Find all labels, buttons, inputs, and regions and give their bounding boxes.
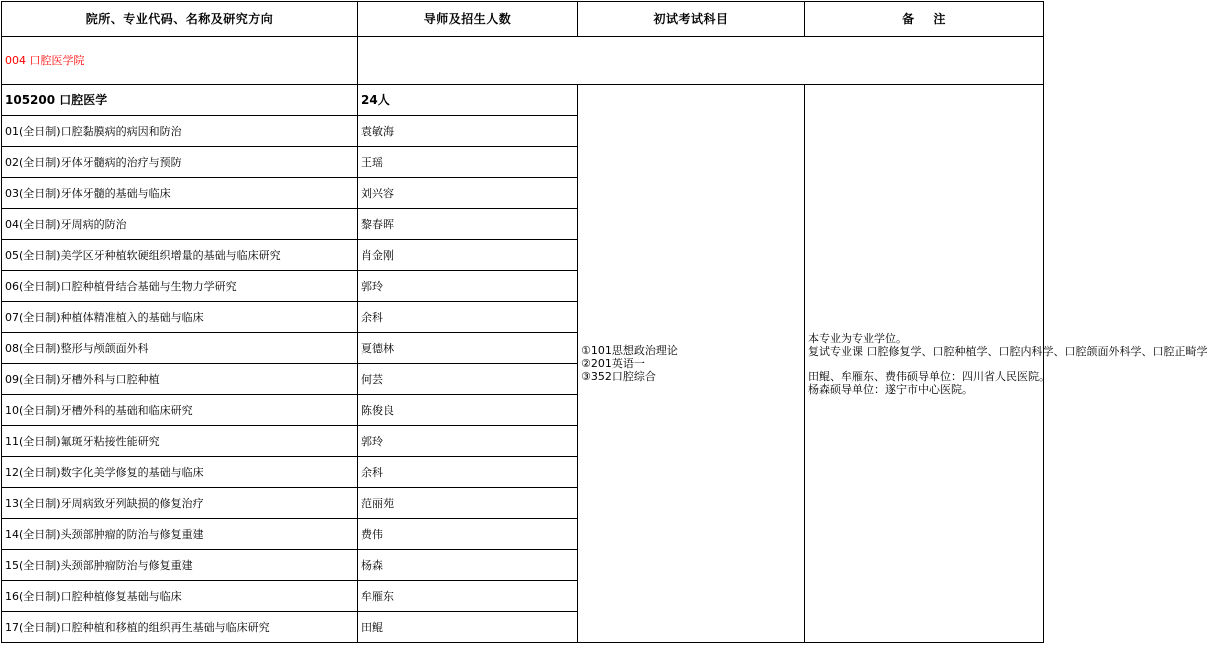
direction-advisor: 黎春晖 xyxy=(358,209,578,240)
note-retest-subjects: 复试专业课 口腔修复学、口腔种植学、口腔内科学、口腔颌面外科学、口腔正畸学 xyxy=(808,344,1208,358)
direction-advisor: 王瑶 xyxy=(358,147,578,178)
direction-advisor: 田鲲 xyxy=(358,612,578,643)
direction-name: 16(全日制)口腔种植修复基础与临床 xyxy=(2,581,358,612)
direction-advisor: 牟雁东 xyxy=(358,581,578,612)
direction-advisor: 陈俊良 xyxy=(358,395,578,426)
direction-name: 10(全日制)牙槽外科的基础和临床研究 xyxy=(2,395,358,426)
direction-name: 15(全日制)头颈部肿瘤防治与修复重建 xyxy=(2,550,358,581)
direction-advisor: 余科 xyxy=(358,302,578,333)
direction-name: 09(全日制)牙槽外科与口腔种植 xyxy=(2,364,358,395)
direction-name: 06(全日制)口腔种植骨结合基础与生物力学研究 xyxy=(2,271,358,302)
direction-name: 01(全日制)口腔黏膜病的病因和防治 xyxy=(2,116,358,147)
college-blank-cell xyxy=(358,37,1044,85)
direction-advisor: 夏德林 xyxy=(358,333,578,364)
college-row xyxy=(2,37,1044,85)
major-count: 24人 xyxy=(358,85,578,116)
direction-advisor: 肖金刚 xyxy=(358,240,578,271)
direction-name: 17(全日制)口腔种植和移植的组织再生基础与临床研究 xyxy=(2,612,358,643)
direction-advisor: 郭玲 xyxy=(358,271,578,302)
direction-advisor: 郭玲 xyxy=(358,426,578,457)
header-exam: 初试考试科目 xyxy=(578,2,805,37)
note-degree-type: 本专业为专业学位。 xyxy=(808,331,907,345)
direction-advisor: 范丽苑 xyxy=(358,488,578,519)
exam-subject-1: ①101思想政治理论 xyxy=(581,344,678,357)
exam-subject-2: ②201英语一 xyxy=(581,357,645,370)
note-spacer xyxy=(808,358,1040,370)
direction-advisor: 费伟 xyxy=(358,519,578,550)
direction-name: 04(全日制)牙周病的防治 xyxy=(2,209,358,240)
note-advisor-unit-1: 田鲲、牟雁东、费伟硕导单位：四川省人民医院。 xyxy=(808,369,1050,383)
direction-advisor: 余科 xyxy=(358,457,578,488)
header-advisor: 导师及招生人数 xyxy=(358,2,578,37)
header-notes: 备 注 xyxy=(805,2,1044,37)
direction-advisor: 何芸 xyxy=(358,364,578,395)
direction-name: 03(全日制)牙体牙髓的基础与临床 xyxy=(2,178,358,209)
direction-advisor: 刘兴容 xyxy=(358,178,578,209)
direction-name: 05(全日制)美学区牙种植软硬组织增量的基础与临床研究 xyxy=(2,240,358,271)
direction-name: 08(全日制)整形与颅颌面外科 xyxy=(2,333,358,364)
exam-subject-3: ③352口腔综合 xyxy=(581,370,656,383)
direction-advisor: 杨森 xyxy=(358,550,578,581)
notes-cell xyxy=(805,85,1208,643)
direction-name: 07(全日制)种植体精准植入的基础与临床 xyxy=(2,302,358,333)
direction-name: 14(全日制)头颈部肿瘤的防治与修复重建 xyxy=(2,519,358,550)
major-name: 105200 口腔医学 xyxy=(2,85,358,116)
major-row xyxy=(2,85,1044,116)
admissions-table xyxy=(1,1,1208,643)
header-row xyxy=(2,2,1044,37)
direction-name: 11(全日制)氟斑牙粘接性能研究 xyxy=(2,426,358,457)
college-name: 004 口腔医学院 xyxy=(2,37,358,85)
direction-name: 13(全日制)牙周病致牙列缺损的修复治疗 xyxy=(2,488,358,519)
direction-name: 02(全日制)牙体牙髓病的治疗与预防 xyxy=(2,147,358,178)
header-department: 院所、专业代码、名称及研究方向 xyxy=(2,2,358,37)
direction-advisor: 袁敏海 xyxy=(358,116,578,147)
note-advisor-unit-2: 杨森硕导单位：遂宁市中心医院。 xyxy=(808,382,973,396)
exam-subjects-cell xyxy=(578,85,805,643)
direction-name: 12(全日制)数字化美学修复的基础与临床 xyxy=(2,457,358,488)
